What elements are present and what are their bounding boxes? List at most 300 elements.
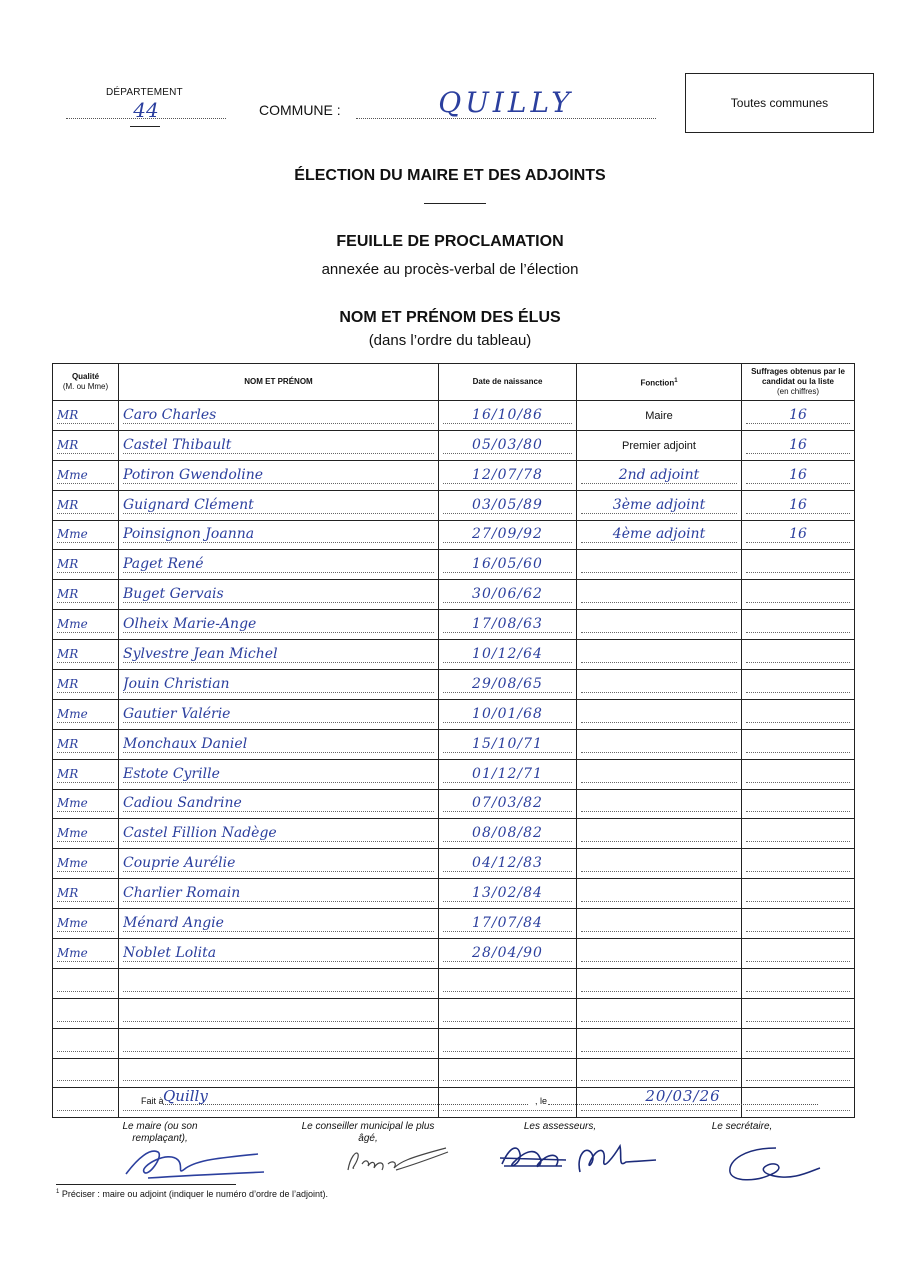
quality-cell <box>53 998 119 1028</box>
birth-date-cell-value: 04/12/83 <box>443 855 572 872</box>
table-row <box>53 699 855 729</box>
department-dotted-line <box>66 118 226 119</box>
function-cell-value: 2nd adjoint <box>581 467 737 484</box>
birth-date-cell-value: 10/12/64 <box>443 646 572 663</box>
name-cell-value: Caro Charles <box>123 407 434 424</box>
name-cell <box>119 939 439 969</box>
function-cell-value <box>581 1005 737 1022</box>
birth-date-cell <box>439 1028 577 1058</box>
birth-date-cell-value: 10/01/68 <box>443 706 572 723</box>
birth-date-cell-value: 29/08/65 <box>443 676 572 693</box>
name-cell <box>119 401 439 431</box>
birth-date-cell-value: 28/04/90 <box>443 945 572 962</box>
table-row <box>53 1028 855 1058</box>
quality-cell <box>53 909 119 939</box>
votes-cell <box>742 879 855 909</box>
quality-cell-value: Mme <box>57 855 114 872</box>
votes-cell <box>742 729 855 759</box>
quality-cell-value: Mme <box>57 915 114 932</box>
name-cell-value: Monchaux Daniel <box>123 736 434 753</box>
birth-date-cell <box>439 670 577 700</box>
birth-date-cell-value: 17/08/63 <box>443 616 572 633</box>
quality-cell-value: Mme <box>57 706 114 723</box>
table-row <box>53 520 855 550</box>
function-cell <box>577 879 742 909</box>
name-cell <box>119 580 439 610</box>
birth-date-cell <box>439 789 577 819</box>
quality-cell-value: MR <box>57 676 114 693</box>
votes-cell <box>742 610 855 640</box>
birth-date-cell <box>439 520 577 550</box>
function-cell <box>577 789 742 819</box>
name-cell-value: Estote Cyrille <box>123 766 434 783</box>
quality-cell <box>53 699 119 729</box>
birth-date-cell-value <box>443 1064 572 1081</box>
votes-cell-value <box>746 855 850 872</box>
function-cell-value <box>581 855 737 872</box>
name-cell-value <box>123 1035 434 1052</box>
table-row <box>53 640 855 670</box>
name-cell-value <box>123 1064 434 1081</box>
votes-cell <box>742 909 855 939</box>
votes-cell-value <box>746 556 850 573</box>
function-cell <box>577 819 742 849</box>
votes-cell <box>742 550 855 580</box>
commune-label: COMMUNE : <box>259 102 341 118</box>
name-cell <box>119 849 439 879</box>
votes-cell-value: 16 <box>746 467 850 484</box>
votes-cell-value: 16 <box>746 526 850 543</box>
name-cell <box>119 520 439 550</box>
function-cell-value <box>581 945 737 962</box>
votes-cell <box>742 699 855 729</box>
quality-cell-value: MR <box>57 885 114 902</box>
quality-cell <box>53 1028 119 1058</box>
votes-cell <box>742 520 855 550</box>
quality-cell-value: MR <box>57 407 114 424</box>
birth-date-cell <box>439 939 577 969</box>
birth-date-cell <box>439 550 577 580</box>
name-cell-value: Buget Gervais <box>123 586 434 603</box>
table-row <box>53 879 855 909</box>
birth-date-cell <box>439 640 577 670</box>
quality-cell <box>53 490 119 520</box>
quality-cell-value: Mme <box>57 945 114 962</box>
birth-date-cell-value: 16/10/86 <box>443 407 572 424</box>
votes-cell-value: 16 <box>746 437 850 454</box>
votes-cell <box>742 759 855 789</box>
votes-cell <box>742 430 855 460</box>
votes-cell-value <box>746 795 850 812</box>
quality-cell <box>53 729 119 759</box>
votes-cell-value <box>746 586 850 603</box>
name-cell-value: Sylvestre Jean Michel <box>123 646 434 663</box>
function-cell-value <box>581 885 737 902</box>
table-row <box>53 819 855 849</box>
quality-cell-value: MR <box>57 766 114 783</box>
birth-date-cell-value: 01/12/71 <box>443 766 572 783</box>
birth-date-cell <box>439 819 577 849</box>
function-cell <box>577 610 742 640</box>
quality-cell <box>53 1088 119 1118</box>
table-row <box>53 729 855 759</box>
table-row <box>53 550 855 580</box>
quality-cell <box>53 580 119 610</box>
function-cell-value <box>581 795 737 812</box>
name-cell <box>119 879 439 909</box>
quality-cell-value: Mme <box>57 616 114 633</box>
name-cell-value: Poinsignon Joanna <box>123 526 434 543</box>
table-row <box>53 460 855 490</box>
sheet-title: FEUILLE DE PROCLAMATION <box>336 233 564 250</box>
name-cell <box>119 1028 439 1058</box>
table-row <box>53 1058 855 1088</box>
birth-date-cell-value: 08/08/82 <box>443 825 572 842</box>
fait-value: Quilly <box>163 1087 208 1105</box>
votes-cell <box>742 401 855 431</box>
quality-cell-value <box>57 1094 114 1111</box>
name-cell <box>119 998 439 1028</box>
birth-date-cell <box>439 699 577 729</box>
votes-cell-value <box>746 1005 850 1022</box>
votes-cell-value <box>746 885 850 902</box>
function-cell <box>577 998 742 1028</box>
votes-cell-value <box>746 825 850 842</box>
quality-cell <box>53 879 119 909</box>
birth-date-cell <box>439 909 577 939</box>
footnote-text: Préciser : maire ou adjoint (indiquer le numéro d’ordre de l’adjoint). <box>61 1189 328 1199</box>
sheet-subtitle: annexée au procès-verbal de l’élection <box>321 261 579 278</box>
birth-date-cell <box>439 580 577 610</box>
name-cell <box>119 759 439 789</box>
function-cell <box>577 460 742 490</box>
quality-cell <box>53 460 119 490</box>
header-birth: Date de naissance <box>439 364 577 401</box>
page-title: ÉLECTION DU MAIRE ET DES ADJOINTS <box>294 167 606 184</box>
quality-cell <box>53 610 119 640</box>
name-cell <box>119 670 439 700</box>
votes-cell <box>742 670 855 700</box>
date-value: 20/03/26 <box>645 1087 721 1105</box>
function-cell <box>577 670 742 700</box>
footnote-divider <box>56 1184 236 1185</box>
header-function-label: Fonction <box>640 378 675 388</box>
votes-cell-value <box>746 766 850 783</box>
footnote-mark: 1 <box>56 1189 60 1195</box>
function-cell <box>577 1028 742 1058</box>
function-cell-value <box>581 975 737 992</box>
function-cell <box>577 640 742 670</box>
function-cell-value <box>581 825 737 842</box>
function-cell <box>577 699 742 729</box>
quality-cell <box>53 968 119 998</box>
birth-date-cell-value: 27/09/92 <box>443 526 572 543</box>
function-cell-value <box>581 1064 737 1081</box>
votes-cell <box>742 580 855 610</box>
birth-date-cell <box>439 879 577 909</box>
quality-cell <box>53 640 119 670</box>
quality-cell-value: MR <box>57 497 114 514</box>
scope-box-text: Toutes communes <box>730 96 829 110</box>
name-cell-value: Couprie Aurélie <box>123 855 434 872</box>
name-cell-value: Ménard Angie <box>123 915 434 932</box>
quality-cell-value: Mme <box>57 795 114 812</box>
quality-cell-value <box>57 1035 114 1052</box>
name-cell <box>119 729 439 759</box>
votes-cell <box>742 849 855 879</box>
function-cell-value <box>581 556 737 573</box>
votes-cell <box>742 939 855 969</box>
birth-date-cell <box>439 968 577 998</box>
list-subtitle: (dans l’ordre du tableau) <box>368 332 532 349</box>
quality-cell <box>53 759 119 789</box>
birth-date-cell-value <box>443 1005 572 1022</box>
name-cell-value: Gautier Valérie <box>123 706 434 723</box>
votes-cell <box>742 640 855 670</box>
name-cell <box>119 430 439 460</box>
name-cell <box>119 610 439 640</box>
function-cell-value: Maire <box>645 409 673 422</box>
elected-table <box>52 363 855 1118</box>
table-row <box>53 610 855 640</box>
votes-cell-value <box>746 616 850 633</box>
votes-cell-value <box>746 646 850 663</box>
signature-assessors <box>496 1136 666 1184</box>
header-quality-sub: (M. ou Mme) <box>62 382 109 391</box>
header-quality-label: Qualité <box>71 372 100 381</box>
name-cell <box>119 909 439 939</box>
header-votes <box>742 364 855 401</box>
birth-date-cell-value: 05/03/80 <box>443 437 572 454</box>
signature-secretary-label: Le secrétaire, <box>711 1121 773 1132</box>
function-cell <box>577 1058 742 1088</box>
header-function <box>577 364 742 401</box>
header-name: NOM ET PRÉNOM <box>119 364 439 401</box>
name-cell <box>119 640 439 670</box>
department-label: DÉPARTEMENT <box>106 87 183 98</box>
fait-label: Fait à <box>141 1096 164 1106</box>
birth-date-cell <box>439 849 577 879</box>
quality-cell-value: MR <box>57 437 114 454</box>
title-divider <box>424 203 486 204</box>
quality-cell <box>53 819 119 849</box>
footnote <box>56 1189 328 1199</box>
birth-date-cell-value <box>443 975 572 992</box>
birth-date-cell <box>439 1058 577 1088</box>
votes-cell-value <box>746 706 850 723</box>
function-cell-value: Premier adjoint <box>622 439 696 452</box>
function-cell <box>577 968 742 998</box>
department-value: 44 <box>133 98 159 122</box>
name-cell-value: Castel Fillion Nadège <box>123 825 434 842</box>
function-cell-value <box>581 706 737 723</box>
birth-date-cell <box>439 759 577 789</box>
table-row <box>53 849 855 879</box>
header-votes-label: Suffrages obtenus par le candidat ou la liste <box>751 367 845 386</box>
signature-secretary <box>716 1140 826 1190</box>
function-cell-value <box>581 586 737 603</box>
table-row <box>53 401 855 431</box>
name-cell-value: Potiron Gwendoline <box>123 467 434 484</box>
header-quality <box>53 364 119 401</box>
name-cell <box>119 968 439 998</box>
votes-cell-value: 16 <box>746 407 850 424</box>
signature-mayor <box>118 1138 268 1186</box>
signature-elder <box>336 1140 456 1180</box>
name-cell <box>119 490 439 520</box>
birth-date-cell-value: 16/05/60 <box>443 556 572 573</box>
quality-cell-value: Mme <box>57 825 114 842</box>
quality-cell <box>53 1058 119 1088</box>
table-row <box>53 968 855 998</box>
votes-cell <box>742 819 855 849</box>
commune-value: QUILLY <box>438 86 574 119</box>
birth-date-cell-value: 03/05/89 <box>443 497 572 514</box>
signature-elder-label: Le conseiller municipal le plus âgé, <box>301 1121 435 1144</box>
date-label: , le <box>535 1096 548 1106</box>
name-cell <box>119 699 439 729</box>
quality-cell <box>53 550 119 580</box>
function-cell-value <box>581 915 737 932</box>
quality-cell-value <box>57 1005 114 1022</box>
function-cell <box>577 490 742 520</box>
function-cell <box>577 849 742 879</box>
name-cell-value <box>123 1005 434 1022</box>
quality-cell-value: Mme <box>57 526 114 543</box>
votes-cell <box>742 490 855 520</box>
name-cell-value <box>123 975 434 992</box>
birth-date-cell <box>439 490 577 520</box>
name-cell-value: Cadiou Sandrine <box>123 795 434 812</box>
table-row <box>53 670 855 700</box>
function-cell-value <box>581 646 737 663</box>
votes-cell-value <box>746 736 850 753</box>
votes-cell-value <box>746 945 850 962</box>
table-row <box>53 789 855 819</box>
quality-cell-value: MR <box>57 556 114 573</box>
name-cell <box>119 550 439 580</box>
quality-cell <box>53 939 119 969</box>
signature-assessors-label: Les assesseurs, <box>523 1121 597 1132</box>
table-header-row <box>53 364 855 401</box>
votes-cell <box>742 789 855 819</box>
birth-date-cell <box>439 401 577 431</box>
birth-date-cell-value: 17/07/84 <box>443 915 572 932</box>
birth-date-cell <box>439 460 577 490</box>
function-cell-value <box>581 766 737 783</box>
table-row <box>53 430 855 460</box>
function-cell-value: 3ème adjoint <box>581 497 737 514</box>
function-cell <box>577 520 742 550</box>
function-cell <box>577 759 742 789</box>
scope-box <box>685 73 874 133</box>
quality-cell-value: Mme <box>57 467 114 484</box>
votes-cell <box>742 998 855 1028</box>
fait-dotted-line <box>163 1104 528 1105</box>
function-cell <box>577 580 742 610</box>
votes-cell-value: 16 <box>746 497 850 514</box>
name-cell-value: Guignard Clément <box>123 497 434 514</box>
name-cell-value: Castel Thibault <box>123 437 434 454</box>
list-title: NOM ET PRÉNOM DES ÉLUS <box>339 309 561 326</box>
function-cell <box>577 550 742 580</box>
function-cell <box>577 401 742 431</box>
header-votes-sub: (en chiffres) <box>776 387 820 396</box>
department-underline <box>130 126 160 127</box>
function-cell-value <box>581 736 737 753</box>
name-cell <box>119 789 439 819</box>
birth-date-cell-value: 07/03/82 <box>443 795 572 812</box>
votes-cell <box>742 968 855 998</box>
name-cell-value: Jouin Christian <box>123 676 434 693</box>
quality-cell <box>53 430 119 460</box>
birth-date-cell-value <box>443 1035 572 1052</box>
votes-cell <box>742 460 855 490</box>
function-cell-value <box>581 616 737 633</box>
quality-cell-value: MR <box>57 586 114 603</box>
signature-mayor-label: Le maire (ou son remplaçant), <box>122 1121 198 1144</box>
birth-date-cell <box>439 430 577 460</box>
votes-cell-value <box>746 975 850 992</box>
table-row <box>53 490 855 520</box>
quality-cell-value: MR <box>57 736 114 753</box>
votes-cell-value <box>746 915 850 932</box>
birth-date-cell <box>439 610 577 640</box>
quality-cell <box>53 401 119 431</box>
quality-cell <box>53 520 119 550</box>
birth-date-cell-value: 15/10/71 <box>443 736 572 753</box>
quality-cell <box>53 849 119 879</box>
quality-cell <box>53 670 119 700</box>
quality-cell <box>53 789 119 819</box>
header-function-note: 1 <box>674 377 678 384</box>
name-cell <box>119 1058 439 1088</box>
name-cell <box>119 819 439 849</box>
function-cell-value: 4ème adjoint <box>581 526 737 543</box>
quality-cell-value <box>57 1064 114 1081</box>
table-row <box>53 759 855 789</box>
birth-date-cell-value: 30/06/62 <box>443 586 572 603</box>
birth-date-cell <box>439 998 577 1028</box>
votes-cell <box>742 1028 855 1058</box>
commune-dotted-line <box>356 118 656 119</box>
function-cell-value <box>581 1035 737 1052</box>
birth-date-cell <box>439 729 577 759</box>
date-dotted-line <box>548 1104 818 1105</box>
function-cell <box>577 430 742 460</box>
birth-date-cell-value: 12/07/78 <box>443 467 572 484</box>
function-cell <box>577 939 742 969</box>
birth-date-cell-value: 13/02/84 <box>443 885 572 902</box>
function-cell <box>577 909 742 939</box>
quality-cell-value <box>57 975 114 992</box>
name-cell-value: Noblet Lolita <box>123 945 434 962</box>
name-cell-value: Olheix Marie-Ange <box>123 616 434 633</box>
votes-cell-value <box>746 1035 850 1052</box>
function-cell <box>577 729 742 759</box>
name-cell-value: Charlier Romain <box>123 885 434 902</box>
table-row <box>53 580 855 610</box>
votes-cell <box>742 1058 855 1088</box>
table-row <box>53 998 855 1028</box>
table-row <box>53 939 855 969</box>
quality-cell-value: MR <box>57 646 114 663</box>
name-cell-value: Paget René <box>123 556 434 573</box>
table-row <box>53 909 855 939</box>
votes-cell-value <box>746 1064 850 1081</box>
name-cell <box>119 460 439 490</box>
function-cell-value <box>581 676 737 693</box>
